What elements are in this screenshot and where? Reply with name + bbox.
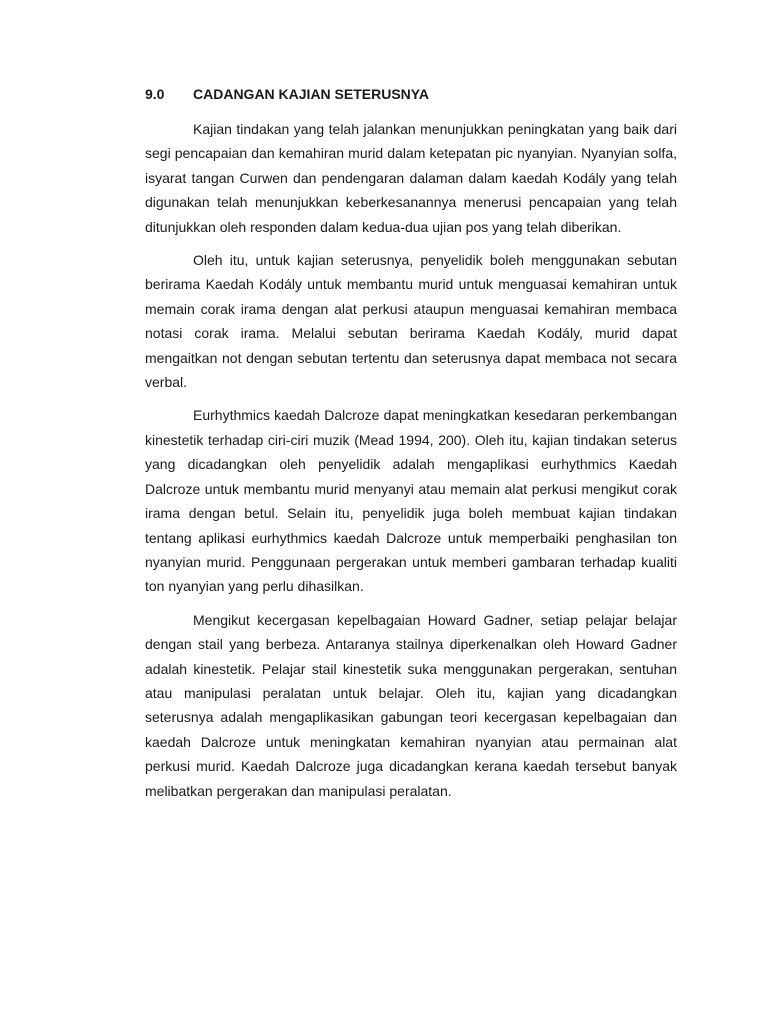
section-number: 9.0	[145, 86, 165, 102]
paragraph-3: Eurhythmics kaedah Dalcroze dapat meningkatkan kesedaran perkembangan kinestetik terhadap ciri-ciri muzik (Mead 1994, 200). Oleh itu, kajian tindakan seterus yang dicadangkan oleh penyelidik adalah mengaplikasi eurhythmics Kaedah Dalcroze untuk membantu murid menyanyi atau memain alat perkusi mengikut corak irama dengan betul. Selain itu, penyelidik juga boleh membuat kajian tindakan tentang aplikasi eurhythmics kaedah Dalcroze untuk memperbaiki penghasilan ton nyanyian murid. Penggunaan pergerakan untuk memberi gambaran terhadap kualiti ton nyanyian yang perlu dihasilkan.	[145, 407, 677, 595]
paragraph-2: Oleh itu, untuk kajian seterusnya, penyelidik boleh menggunakan sebutan berirama Kaedah Kodály untuk membantu murid untuk menguasai kemahiran untuk memain corak irama dengan alat perkusi ataupun menguasai kemahiran membaca notasi corak irama. Melalui sebutan berirama Kaedah Kodály, murid dapat mengaitkan not dengan sebutan tertentu dan seterusnya dapat membaca not secara verbal.	[145, 252, 677, 391]
body-text	[145, 117, 677, 812]
paragraph-1: Kajian tindakan yang telah jalankan menunjukkan peningkatan yang baik dari segi pencapaian dan kemahiran murid dalam ketepatan pic nyanyian. Nyanyian solfa, isyarat tangan Curwen dan pendengaran dalaman dalam kaedah Kodály yang telah digunakan telah menunjukkan keberkesanannya menerusi pencapaian yang telah ditunjukkan oleh responden dalam kedua-dua ujian pos yang telah diberikan.	[145, 121, 677, 235]
paragraph-4: Mengikut kecergasan kepelbagaian Howard Gadner, setiap pelajar belajar dengan stail yang berbeza. Antaranya stailnya diperkenalkan oleh Howard Gadner adalah kinestetik. Pelajar stail kinestetik suka menggunakan pergerakan, sentuhan atau manipulasi peralatan untuk belajar. Oleh itu, kajian yang dicadangkan seterusnya adalah mengaplikasikan gabungan teori kecergasan kepelbagaian dan kaedah Dalcroze untuk meningkatan kemahiran nyanyian atau permainan alat perkusi murid. Kaedah Dalcroze juga dicadangkan kerana kaedah tersebut banyak melibatkan pergerakan dan manipulasi peralatan.	[145, 611, 677, 799]
section-heading	[145, 85, 429, 103]
section-title: CADANGAN KAJIAN SETERUSNYA	[193, 86, 429, 102]
